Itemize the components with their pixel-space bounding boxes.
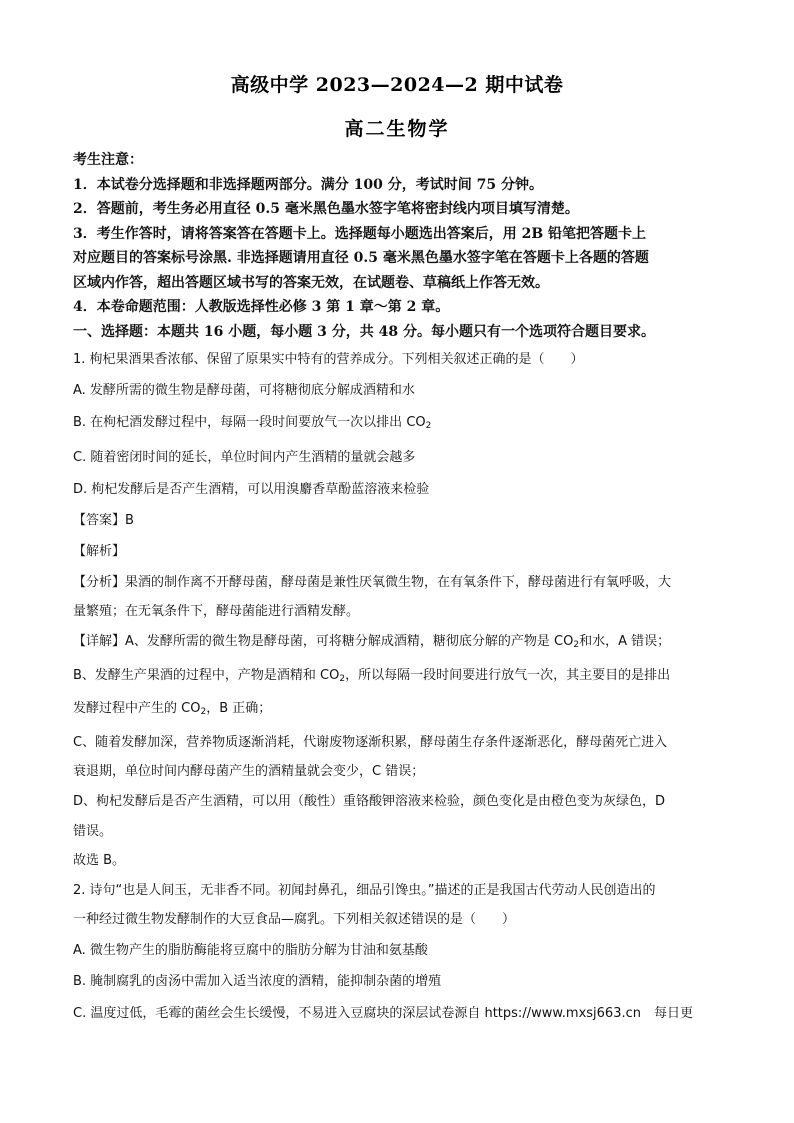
- co2-subscript: 2: [200, 707, 207, 718]
- notice-item-3-cont2: 区域内作答，超出答题区域书写的答案无效，在试题卷、草稿纸上作答无效。: [73, 274, 549, 291]
- question-1-option-c: C. 随着密闭时间的延长，单位时间内产生酒精的量就会越多: [73, 450, 416, 466]
- notice-item-4: 4．本卷命题范围：人教版选择性必修 3 第 1 章～第 2 章。: [73, 299, 450, 315]
- xiangjie-a-text-end: 和水，A 错误；: [579, 634, 671, 650]
- analysis-d-line-2: 错误。: [73, 823, 113, 839]
- question-2-option-b: B. 腌制腐乳的卤汤中需加入适当浓度的酒精，能抑制杂菌的增殖: [73, 974, 442, 990]
- analysis-b-line-1: [73, 661, 723, 695]
- notice-item-2: 2．答题前，考生务必用直径 0.5 毫米黑色墨水签字笔将密封线内项目填写清楚。: [73, 201, 579, 217]
- analysis-fenxi-line-2: 量繁殖；在无氧条件下，酵母菌能进行酒精发酵。: [73, 604, 360, 620]
- exam-content: [73, 148, 723, 1029]
- answer-label: 【答案】B: [73, 513, 134, 529]
- question-2-stem-line-1: 2. 诗句“也是人间玉，无非香不同。初闻封鼻孔，细品引馋虫。”描述的正是我国古代劳动人民创造出的: [73, 882, 656, 898]
- analysis-fenxi-line-1: 【分析】果酒的制作离不开酵母菌，酵母菌是兼性厌氧微生物，在有氧条件下，酵母菌进行有氧呼吸，大: [73, 574, 672, 590]
- b-line-1-text-end: ，所以每隔一段时间要进行放气一次，其主要目的是排出: [345, 667, 671, 683]
- b-line-2-text: 发酵过程中产生的 CO: [73, 701, 201, 717]
- co2-subscript: 2: [425, 420, 432, 431]
- analysis-c-line-1: C、随着发酵加深，营养物质逐渐消耗，代谢废物逐渐积累，酵母菌生存条件逐渐恶化，酵母菌死亡进入: [73, 734, 668, 750]
- notice-heading: 考生注意：: [73, 152, 143, 168]
- notice-item-3-cont: 对应题目的答案标号涂黑. 非选择题请用直径 0.5 毫米黑色墨水签字笔在答题卡上各题的答题: [73, 250, 649, 266]
- co2-subscript: 2: [339, 673, 346, 684]
- option-b-text: B. 在枸杞酒发酵过程中，每隔一段时间要放气一次以排出 CO: [73, 414, 426, 430]
- xiangjie-a-text: 【详解】A、发酵所需的微生物是酵母菌，可将糖分解成酒精，糖彻底分解的产物是 CO: [73, 634, 574, 650]
- question-2-option-a: A. 微生物产生的脂肪酶能将豆腐中的脂肪分解为甘油和氨基酸: [73, 942, 428, 958]
- analysis-b-line-2: [73, 694, 723, 728]
- question-1-option-b: [73, 407, 723, 442]
- notice-item-3: 3．考生作答时，请将答案答在答题卡上。选择题每小题选出答案后，用 2B 铅笔把答题卡上: [73, 225, 647, 242]
- analysis-d-line-1: D、枸杞发酵后是否产生酒精，可以用（酸性）重铬酸钾溶液来检验，颜色变化是由橙色变为灰绿色，D: [73, 794, 666, 809]
- b-line-2-text-end: ，B 正确；: [206, 701, 272, 717]
- notice-item-1: 1．本试卷分选择题和非选择题两部分。满分 100 分，考试时间 75 分钟。: [73, 176, 543, 193]
- question-1-stem: 1. 枸杞果酒果香浓郁、保留了原果实中特有的营养成分。下列相关叙述正确的是（ ）: [73, 352, 584, 367]
- conclusion: 故选 B。: [73, 853, 126, 869]
- analysis-label: 【解析】: [73, 544, 126, 560]
- analysis-c-line-2: 衰退期，单位时间内酵母菌产生的酒精量就会变少，C 错误；: [73, 764, 425, 780]
- b-line-1-text: B、发酵生产果酒的过程中，产物是酒精和 CO: [73, 667, 340, 683]
- section-heading: 一、选择题：本题共 16 小题，每小题 3 分，共 48 分。每小题只有一个选项符合题目要求。: [73, 323, 655, 340]
- question-1-option-a: A. 发酵所需的微生物是酵母菌，可将糖彻底分解成酒精和水: [73, 383, 415, 399]
- co2-subscript: 2: [573, 640, 580, 651]
- exam-title: 高级中学 2023—2024—2 期中试卷: [230, 74, 564, 96]
- question-2-option-c: C. 温度过低，毛霉的菌丝会生长缓慢，不易进入豆腐块的深层试卷源自 https://www.mxsj663.cn 每日更: [73, 1005, 693, 1021]
- question-1-option-d: D. 枸杞发酵后是否产生酒精，可以用溴麝香草酚蓝溶液来检验: [73, 481, 430, 497]
- question-2-stem-line-2: 一种经过微生物发酵制作的大豆食品—腐乳。下列相关叙述错误的是（ ）: [73, 912, 516, 928]
- exam-subtitle: 高二生物学: [344, 118, 450, 140]
- analysis-xiangjie-a: [73, 627, 723, 661]
